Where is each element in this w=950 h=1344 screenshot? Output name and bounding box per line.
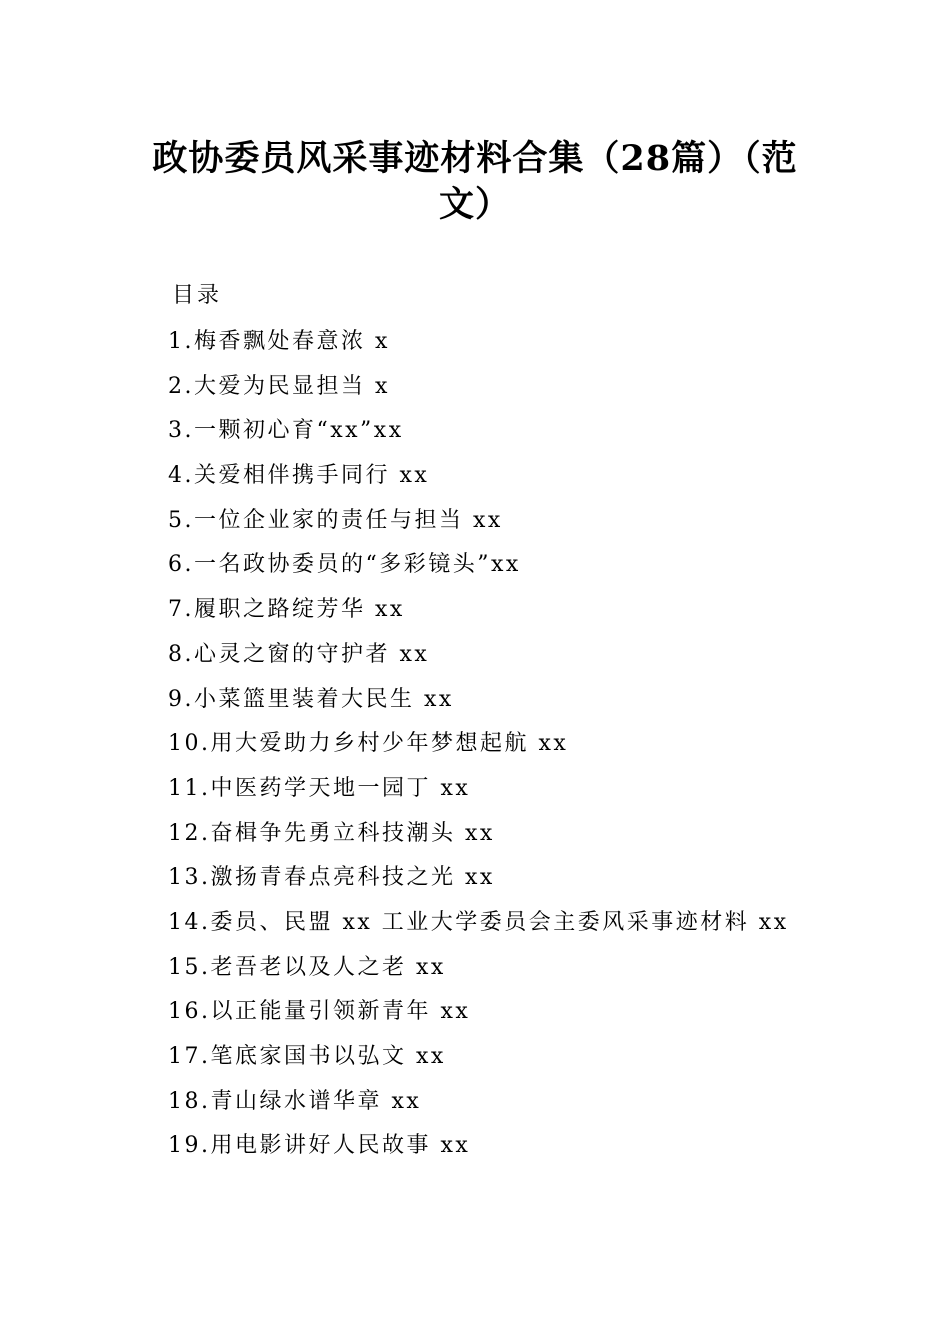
toc-item-17[interactable]: 17.笔底家国书以弘文 xx: [168, 1044, 446, 1069]
toc-item-15[interactable]: 15.老吾老以及人之老 xx: [168, 954, 446, 980]
toc-item-6[interactable]: 6.一名政协委员的“多彩镜头”xx: [168, 552, 521, 578]
toc-item-2[interactable]: 2.大爱为民显担当 x: [168, 373, 390, 399]
toc-item-8[interactable]: 8.心灵之窗的守护者 xx: [168, 641, 430, 667]
toc-item-14[interactable]: 14.委员、民盟 xx 工业大学委员会主委风采事迹材料 xx: [168, 909, 789, 935]
document-title-line-1: 政协委员风采事迹材料合集（28篇）（范: [152, 138, 798, 179]
toc-item-11[interactable]: 11.中医药学天地一园丁 xx: [168, 775, 471, 801]
table-of-contents: [168, 326, 928, 1175]
toc-item-7[interactable]: 7.履职之路绽芳华 xx: [168, 597, 405, 623]
toc-item-16[interactable]: 16.以正能量引领新青年 xx: [168, 999, 471, 1025]
toc-item-9[interactable]: 9.小菜篮里装着大民生 xx: [168, 686, 454, 712]
toc-item-4[interactable]: 4.关爱相伴携手同行 xx: [168, 463, 430, 489]
toc-item-1[interactable]: 1.梅香飘处春意浓 x: [168, 329, 390, 354]
toc-item-10[interactable]: 10.用大爱助力乡村少年梦想起航 xx: [168, 731, 569, 757]
document-title: [140, 136, 810, 228]
toc-item-13[interactable]: 13.激扬青春点亮科技之光 xx: [168, 865, 495, 891]
toc-item-19[interactable]: 19.用电影讲好人民故事 xx: [168, 1133, 471, 1159]
document-title-line-2: 文）: [438, 184, 511, 225]
toc-item-12[interactable]: 12.奋楫争先勇立科技潮头 xx: [168, 820, 495, 846]
toc-heading: 目录: [172, 283, 223, 308]
toc-item-5[interactable]: 5.一位企业家的责任与担当 xx: [168, 507, 503, 533]
toc-item-3[interactable]: 3.一颗初心育“xx”xx: [168, 418, 404, 444]
toc-item-18[interactable]: 18.青山绿水谱华章 xx: [168, 1088, 422, 1114]
